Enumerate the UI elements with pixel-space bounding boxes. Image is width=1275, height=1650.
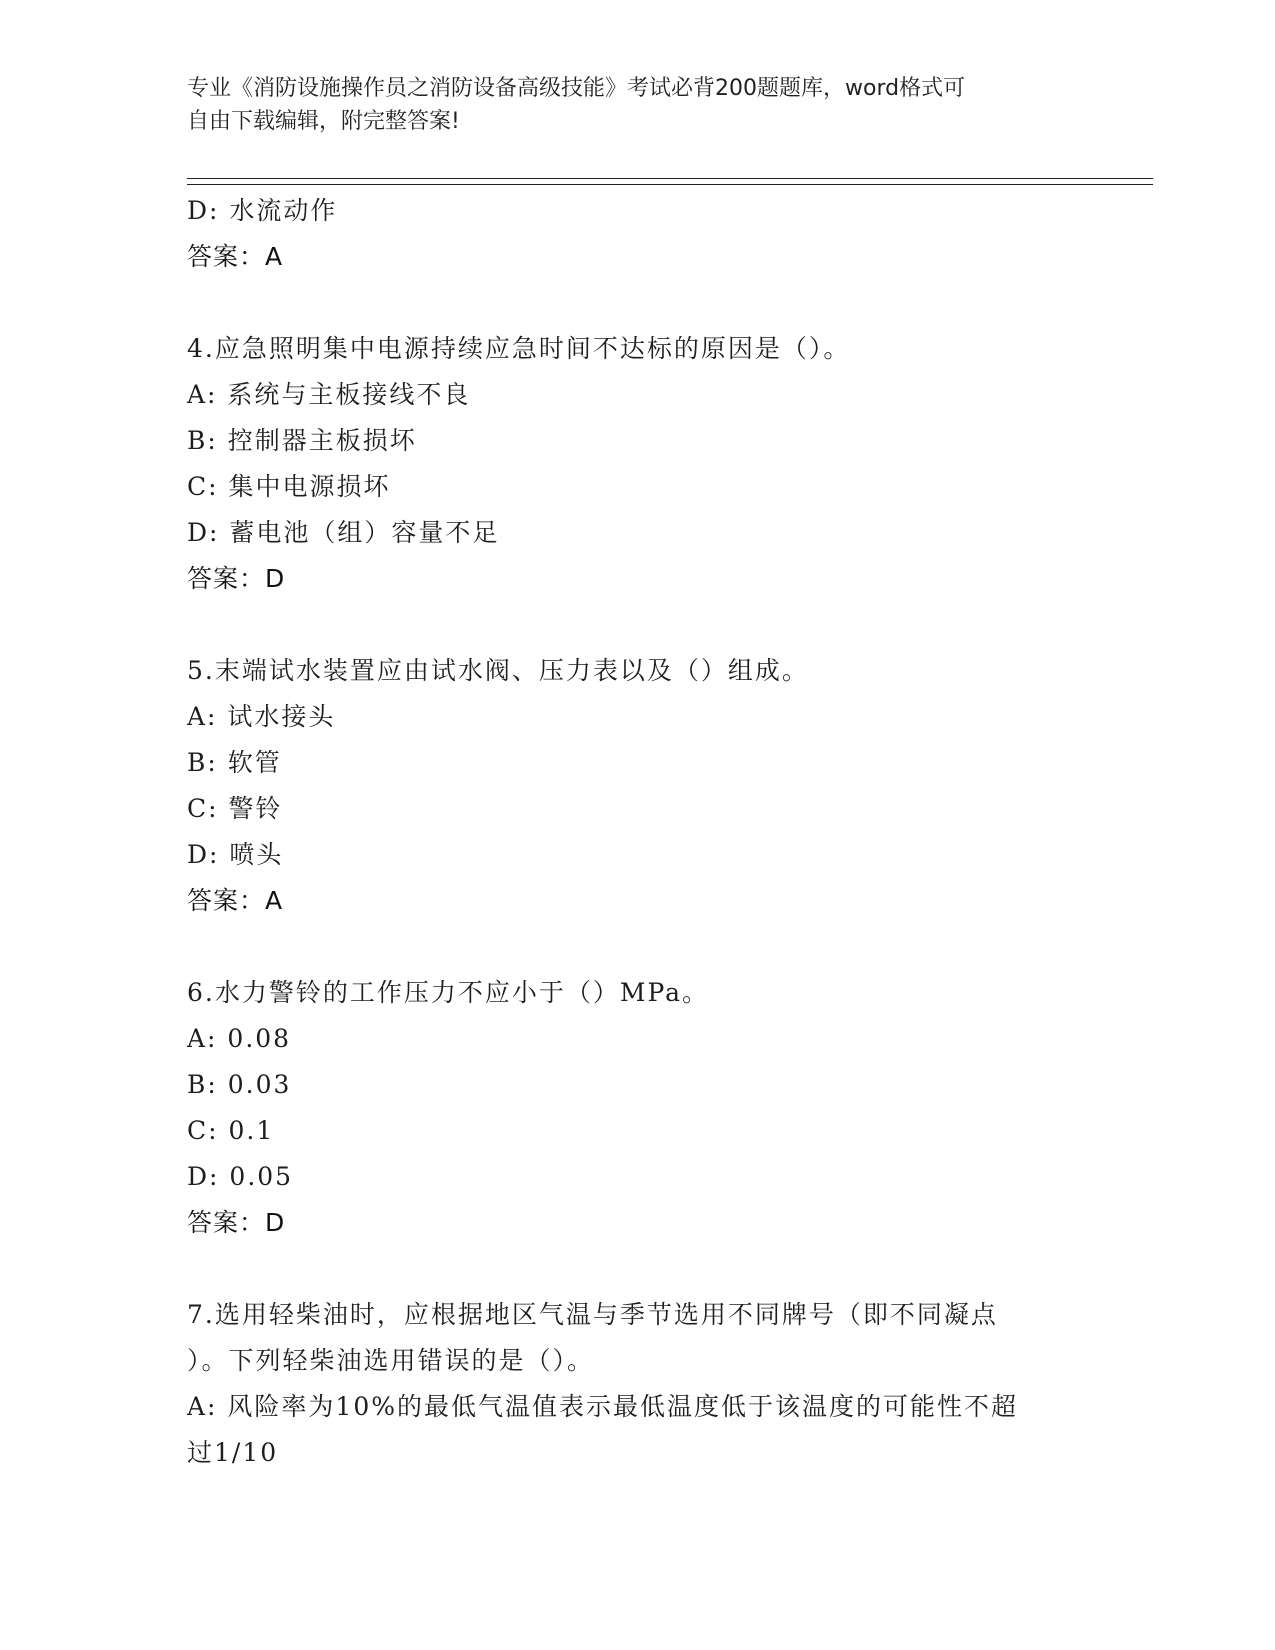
option-a-line-1: A: 风险率为10%的最低气温值表示最低温度低于该温度的可能性不超 [187, 1392, 1018, 1421]
header-line-1: 专业《消防设施操作员之消防设备高级技能》考试必背200题题库，word格式可 [187, 76, 966, 101]
option-a: A: 系统与主板接线不良 [187, 380, 471, 409]
question-stem-line-2: ）。下列轻柴油选用错误的是（）。 [187, 1346, 595, 1375]
question-4 [187, 326, 1087, 602]
option-b: B: 软管 [187, 748, 282, 777]
question-list [187, 188, 1087, 1476]
option-b: B: 0.03 [187, 1070, 292, 1099]
header-divider-bottom [187, 184, 1153, 185]
option-c: C: 警铃 [187, 794, 283, 823]
option-c: C: 0.1 [187, 1116, 275, 1145]
question-stem: 6.水力警铃的工作压力不应小于（）MPa。 [187, 978, 710, 1007]
question-stem: 4.应急照明集中电源持续应急时间不达标的原因是（）。 [187, 334, 851, 363]
option-d: D: 0.05 [187, 1162, 294, 1191]
option-a: A: 0.08 [187, 1024, 292, 1053]
question-5 [187, 648, 1087, 924]
option-d: D: 蓄电池（组）容量不足 [187, 518, 500, 547]
question-6 [187, 970, 1087, 1246]
option-b: B: 控制器主板损坏 [187, 426, 417, 455]
answer: 答案：A [187, 886, 284, 915]
option-c: C: 集中电源损坏 [187, 472, 391, 501]
option-a: A: 试水接头 [187, 702, 336, 731]
header-divider-top [187, 178, 1153, 179]
answer: 答案：D [187, 564, 286, 593]
prev-option-d: D: 水流动作 [187, 196, 338, 225]
option-a-line-2: 过1/10 [187, 1438, 279, 1467]
document-header [187, 72, 1087, 138]
prev-answer: 答案：A [187, 242, 284, 271]
question-stem-line-1: 7.选用轻柴油时，应根据地区气温与季节选用不同牌号（即不同凝点 [187, 1300, 998, 1329]
header-line-2: 自由下载编辑，附完整答案! [187, 109, 460, 134]
question-stem: 5.末端试水装置应由试水阀、压力表以及（）组成。 [187, 656, 809, 685]
question-7 [187, 1292, 1087, 1476]
answer: 答案：D [187, 1208, 286, 1237]
option-d: D: 喷头 [187, 840, 284, 869]
